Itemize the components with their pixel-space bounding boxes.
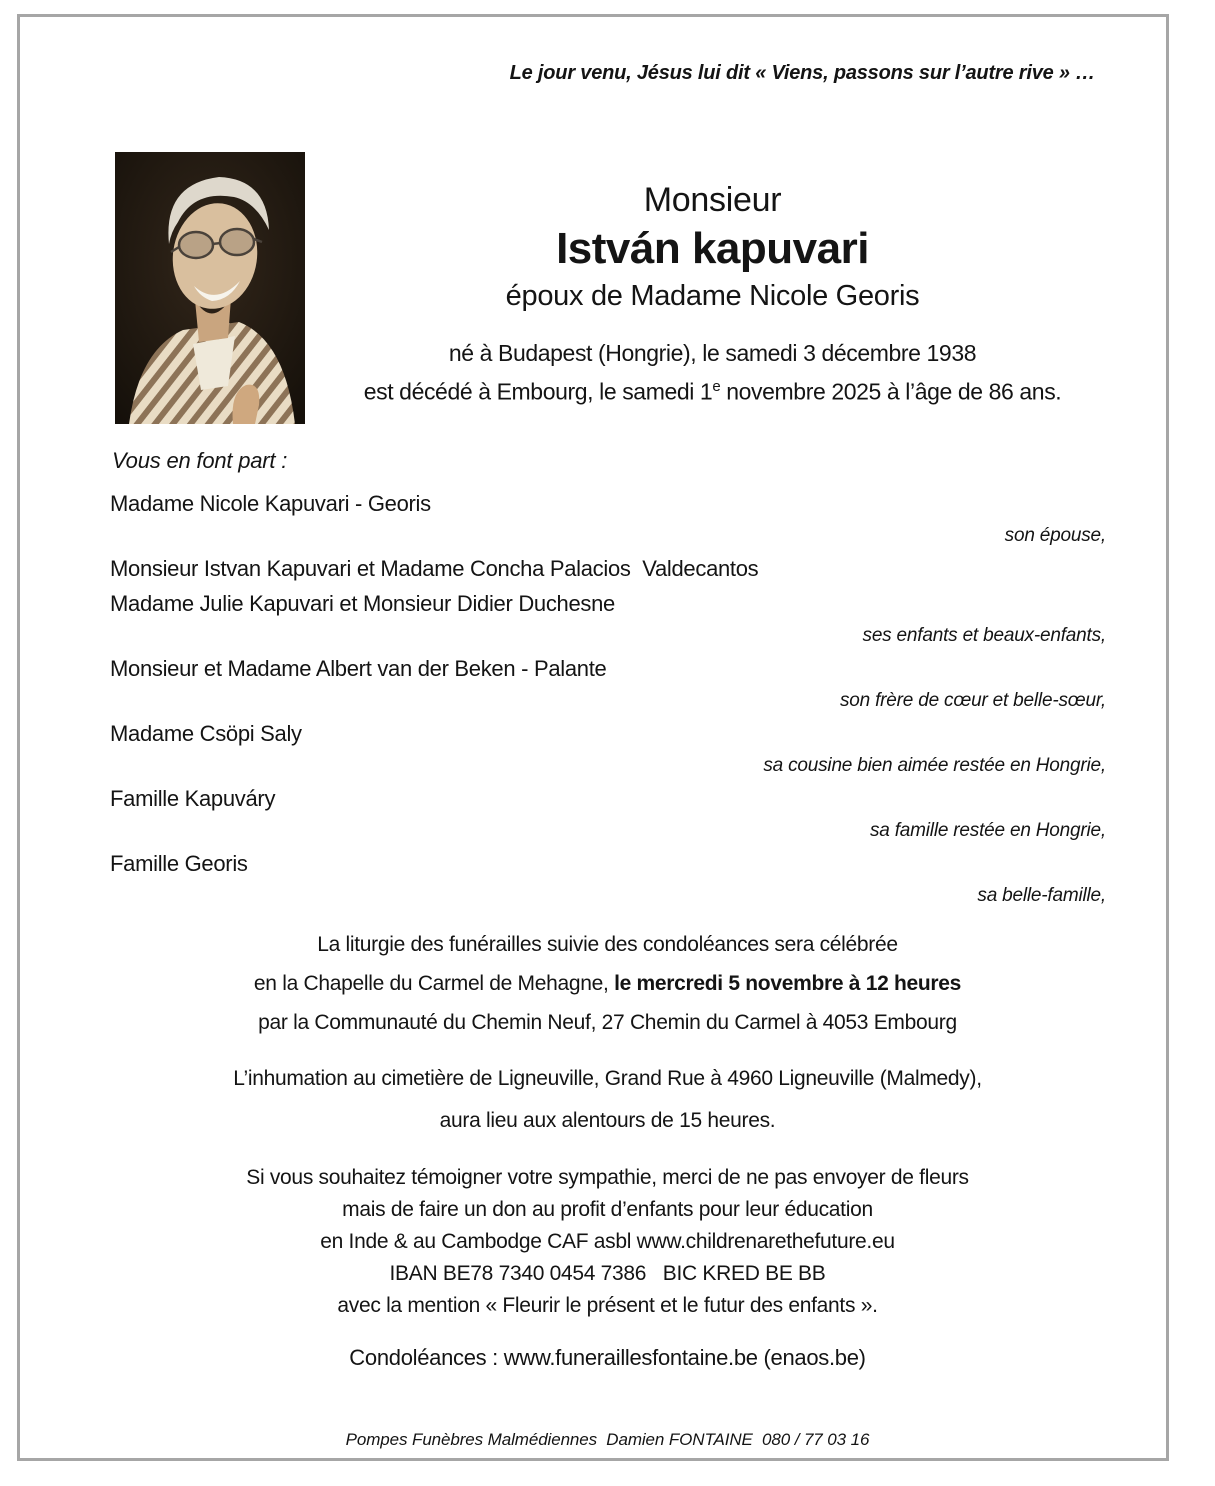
family-relation: ses enfants et beaux-enfants,	[862, 625, 1106, 646]
burial-line: L’inhumation au cimetière de Ligneuville, Grand Rue à 4960 Ligneuville (Malmedy),	[233, 1067, 982, 1090]
death-line-text: est décédé à Embourg, le samedi 1	[363, 378, 713, 405]
ceremony-datetime: le mercredi 5 novembre à 12 heures	[614, 972, 962, 995]
spouse-line: époux de Madame Nicole Georis	[505, 280, 920, 312]
donation-line: mais de faire un don au profit d’enfants pour leur éducation	[342, 1198, 873, 1221]
family-member-name: Madame Nicole Kapuvari - Georis	[110, 491, 431, 516]
death-line	[290, 370, 1135, 409]
family-member-name: Monsieur Istvan Kapuvari et Madame Concha Palacios Valdecantos	[110, 556, 759, 581]
condolences-line: Condoléances : www.funeraillesfontaine.be (enaos.be)	[349, 1345, 866, 1370]
family-member-name: Famille Georis	[110, 851, 248, 876]
burial-line: aura lieu aux alentours de 15 heures.	[439, 1109, 776, 1132]
donation-paragraph	[60, 1162, 1155, 1322]
ceremony-line	[60, 964, 1155, 1003]
deceased-name: István kapuvari	[556, 224, 869, 273]
ceremony-line: par la Communauté du Chemin Neuf, 27 Chemin du Carmel à 4053 Embourg	[258, 1011, 957, 1034]
honorific-title: Monsieur	[643, 181, 782, 219]
announcement-intro: Vous en font part :	[112, 448, 288, 473]
donation-line: IBAN BE78 7340 0454 7386 BIC KRED BE BB	[389, 1262, 826, 1285]
portrait-photo	[115, 152, 305, 424]
header-block	[290, 180, 1135, 409]
family-relation: sa cousine bien aimée restée en Hongrie,	[763, 755, 1106, 776]
family-relation: sa famille restée en Hongrie,	[869, 820, 1106, 841]
family-member-name: Madame Csöpi Saly	[110, 721, 302, 746]
ceremony-line-text: en la Chapelle du Carmel de Mehagne,	[253, 972, 615, 995]
scripture-quote: Le jour venu, Jésus lui dit « Viens, passons sur l’autre rive » …	[509, 62, 1095, 84]
family-member-name: Monsieur et Madame Albert van der Beken - Palante	[110, 656, 607, 681]
birth-line: né à Budapest (Hongrie), le samedi 3 décembre 1938	[448, 340, 977, 366]
burial-paragraph	[60, 1058, 1155, 1142]
family-member-name: Madame Julie Kapuvari et Monsieur Didier Duchesne	[110, 591, 615, 616]
family-member-name: Famille Kapuváry	[110, 786, 276, 811]
funeral-home-footer: Pompes Funèbres Malmédiennes Damien FONTAINE 080 / 77 03 16	[345, 1430, 870, 1449]
donation-line: en Inde & au Cambodge CAF asbl www.childrenarethefuture.eu	[320, 1230, 895, 1253]
portrait-illustration	[115, 152, 305, 424]
family-relation: son frère de cœur et belle-sœur,	[839, 690, 1106, 711]
death-line-superscript: e	[712, 378, 721, 395]
family-relation: sa belle-famille,	[977, 885, 1106, 906]
family-list	[110, 486, 1106, 911]
funeral-service-paragraph	[60, 925, 1155, 1042]
donation-line: Si vous souhaitez témoigner votre sympathie, merci de ne pas envoyer de fleurs	[246, 1166, 969, 1189]
donation-line: avec la mention « Fleurir le présent et le futur des enfants ».	[337, 1294, 878, 1317]
family-relation: son épouse,	[1004, 525, 1106, 546]
ceremony-line: La liturgie des funérailles suivie des condoléances sera célébrée	[317, 933, 898, 956]
death-line-text: novembre 2025 à l’âge de 86 ans.	[720, 378, 1062, 405]
